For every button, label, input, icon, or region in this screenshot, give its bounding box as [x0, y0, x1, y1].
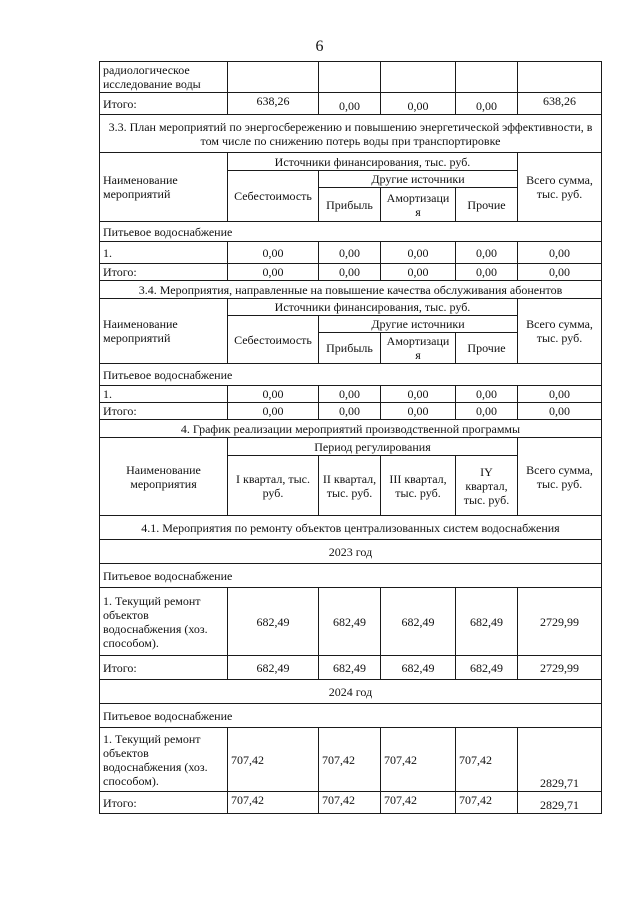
total-row — [100, 403, 602, 420]
header-q2: II квартал, тыс. руб. — [319, 456, 381, 516]
cell-value: 0,00 — [381, 264, 456, 281]
cell-value: 0,00 — [456, 403, 518, 420]
group-row — [100, 564, 602, 588]
cell-value: 707,42 — [319, 792, 381, 814]
cell-value: 0,00 — [319, 386, 381, 403]
group-label: Питьевое водоснабжение — [100, 364, 602, 386]
section-title-row — [100, 115, 602, 153]
cell-value: 0,00 — [319, 242, 381, 264]
section-title: 4.1. Мероприятия по ремонту объектов централизованных систем водоснабжения — [100, 516, 602, 540]
cell-value: 0,00 — [381, 93, 456, 115]
table-row — [100, 242, 602, 264]
header-sources: Источники финансирования, тыс. руб. — [228, 299, 518, 316]
header-name: Наименование мероприятий — [100, 299, 228, 364]
cell-value: 0,00 — [381, 386, 456, 403]
table-row — [100, 62, 602, 93]
header-sources: Источники финансирования, тыс. руб. — [228, 153, 518, 171]
year-label: 2023 год — [100, 540, 602, 564]
cell-value: 638,26 — [228, 93, 319, 115]
cell-value: 707,42 — [381, 792, 456, 814]
cell-value: 707,42 — [381, 728, 456, 792]
header-other: Другие источники — [319, 171, 518, 188]
row-label: Итого: — [100, 792, 228, 814]
cell-value: 707,42 — [456, 792, 518, 814]
group-label: Питьевое водоснабжение — [100, 222, 602, 242]
section-title-row — [100, 281, 602, 299]
row-label: Итого: — [100, 264, 228, 281]
cell-value: 682,49 — [381, 656, 456, 680]
cell-value: 0,00 — [319, 264, 381, 281]
program-table — [99, 61, 602, 814]
cell-value: 682,49 — [319, 656, 381, 680]
header-q3: III квартал, тыс. руб. — [381, 456, 456, 516]
cell-value: 0,00 — [319, 403, 381, 420]
cell-value: 682,49 — [319, 588, 381, 656]
header-misc: Прочие — [456, 188, 518, 222]
header-name: Наименование мероприятий — [100, 153, 228, 222]
row-label: Итого: — [100, 93, 228, 115]
header-cost: Себестоимость — [228, 171, 319, 222]
section-title: 3.4. Мероприятия, направленные на повышение качества обслуживания абонентов — [100, 281, 602, 299]
header-profit: Прибыль — [319, 188, 381, 222]
table-row — [100, 728, 602, 792]
row-label: радиологическое исследование воды — [100, 62, 228, 93]
section-title: 4. График реализации мероприятий производственной программы — [100, 420, 602, 438]
cell-value: 2829,71 — [518, 792, 602, 814]
cell-value: 0,00 — [518, 264, 602, 281]
year-label: 2024 год — [100, 680, 602, 704]
header-name: Наименование мероприятия — [100, 438, 228, 516]
cell-value: 0,00 — [518, 403, 602, 420]
group-label: Питьевое водоснабжение — [100, 564, 602, 588]
row-label: Итого: — [100, 656, 228, 680]
total-row — [100, 93, 602, 115]
group-label: Питьевое водоснабжение — [100, 704, 602, 728]
header-total: Всего сумма, тыс. руб. — [518, 438, 602, 516]
cell-value: 0,00 — [228, 242, 319, 264]
section-title-row — [100, 420, 602, 438]
cell-value: 0,00 — [518, 242, 602, 264]
cell-value: 682,49 — [228, 656, 319, 680]
row-label: 1. Текущий ремонт объектов водоснабжения (хоз. способом). — [100, 728, 228, 792]
cell-value: 682,49 — [381, 588, 456, 656]
row-label: Итого: — [100, 403, 228, 420]
cell-value: 682,49 — [456, 656, 518, 680]
header-total: Всего сумма, тыс. руб. — [518, 153, 602, 222]
header-amort: Амортизация — [381, 188, 456, 222]
cell-value: 707,42 — [228, 728, 319, 792]
group-row — [100, 222, 602, 242]
cell-value: 0,00 — [319, 93, 381, 115]
header-row — [100, 438, 602, 456]
header-q4: IY квартал, тыс. руб. — [456, 456, 518, 516]
cell-value: 2829,71 — [518, 728, 602, 792]
cell-value: 682,49 — [228, 588, 319, 656]
cell-value: 0,00 — [228, 403, 319, 420]
cell-value: 0,00 — [228, 386, 319, 403]
section-title-row — [100, 516, 602, 540]
cell-value: 2729,99 — [518, 656, 602, 680]
total-row — [100, 792, 602, 814]
row-label: 1. — [100, 242, 228, 264]
cell-value: 707,42 — [456, 728, 518, 792]
header-total: Всего сумма, тыс. руб. — [518, 299, 602, 364]
cell-value: 0,00 — [456, 386, 518, 403]
header-cost: Себестоимость — [228, 316, 319, 364]
cell-value: 0,00 — [456, 264, 518, 281]
row-label: 1. Текущий ремонт объектов водоснабжения (хоз. способом). — [100, 588, 228, 656]
header-row — [100, 153, 602, 171]
row-label: 1. — [100, 386, 228, 403]
header-other: Другие источники — [319, 316, 518, 333]
header-amort: Амортизация — [381, 333, 456, 364]
cell-value: 0,00 — [456, 242, 518, 264]
year-row — [100, 540, 602, 564]
cell-value: 707,42 — [319, 728, 381, 792]
total-row — [100, 264, 602, 281]
table-row — [100, 386, 602, 403]
cell-value: 682,49 — [456, 588, 518, 656]
group-row — [100, 704, 602, 728]
cell-value: 0,00 — [381, 242, 456, 264]
cell-value: 0,00 — [456, 93, 518, 115]
group-row — [100, 364, 602, 386]
total-row — [100, 656, 602, 680]
header-misc: Прочие — [456, 333, 518, 364]
header-q1: I квартал, тыс. руб. — [228, 456, 319, 516]
cell-value: 707,42 — [228, 792, 319, 814]
table-row — [100, 588, 602, 656]
year-row — [100, 680, 602, 704]
header-period: Период регулирования — [228, 438, 518, 456]
cell-value: 638,26 — [518, 93, 602, 115]
header-row — [100, 299, 602, 316]
cell-value: 0,00 — [381, 403, 456, 420]
header-profit: Прибыль — [319, 333, 381, 364]
cell-value: 0,00 — [228, 264, 319, 281]
section-title: 3.3. План мероприятий по энергосбережению и повышению энергетической эффективности, в том числе по снижению потерь воды при транспортировке — [100, 115, 602, 153]
page-number: 6 — [315, 38, 324, 55]
cell-value: 2729,99 — [518, 588, 602, 656]
cell-value: 0,00 — [518, 386, 602, 403]
